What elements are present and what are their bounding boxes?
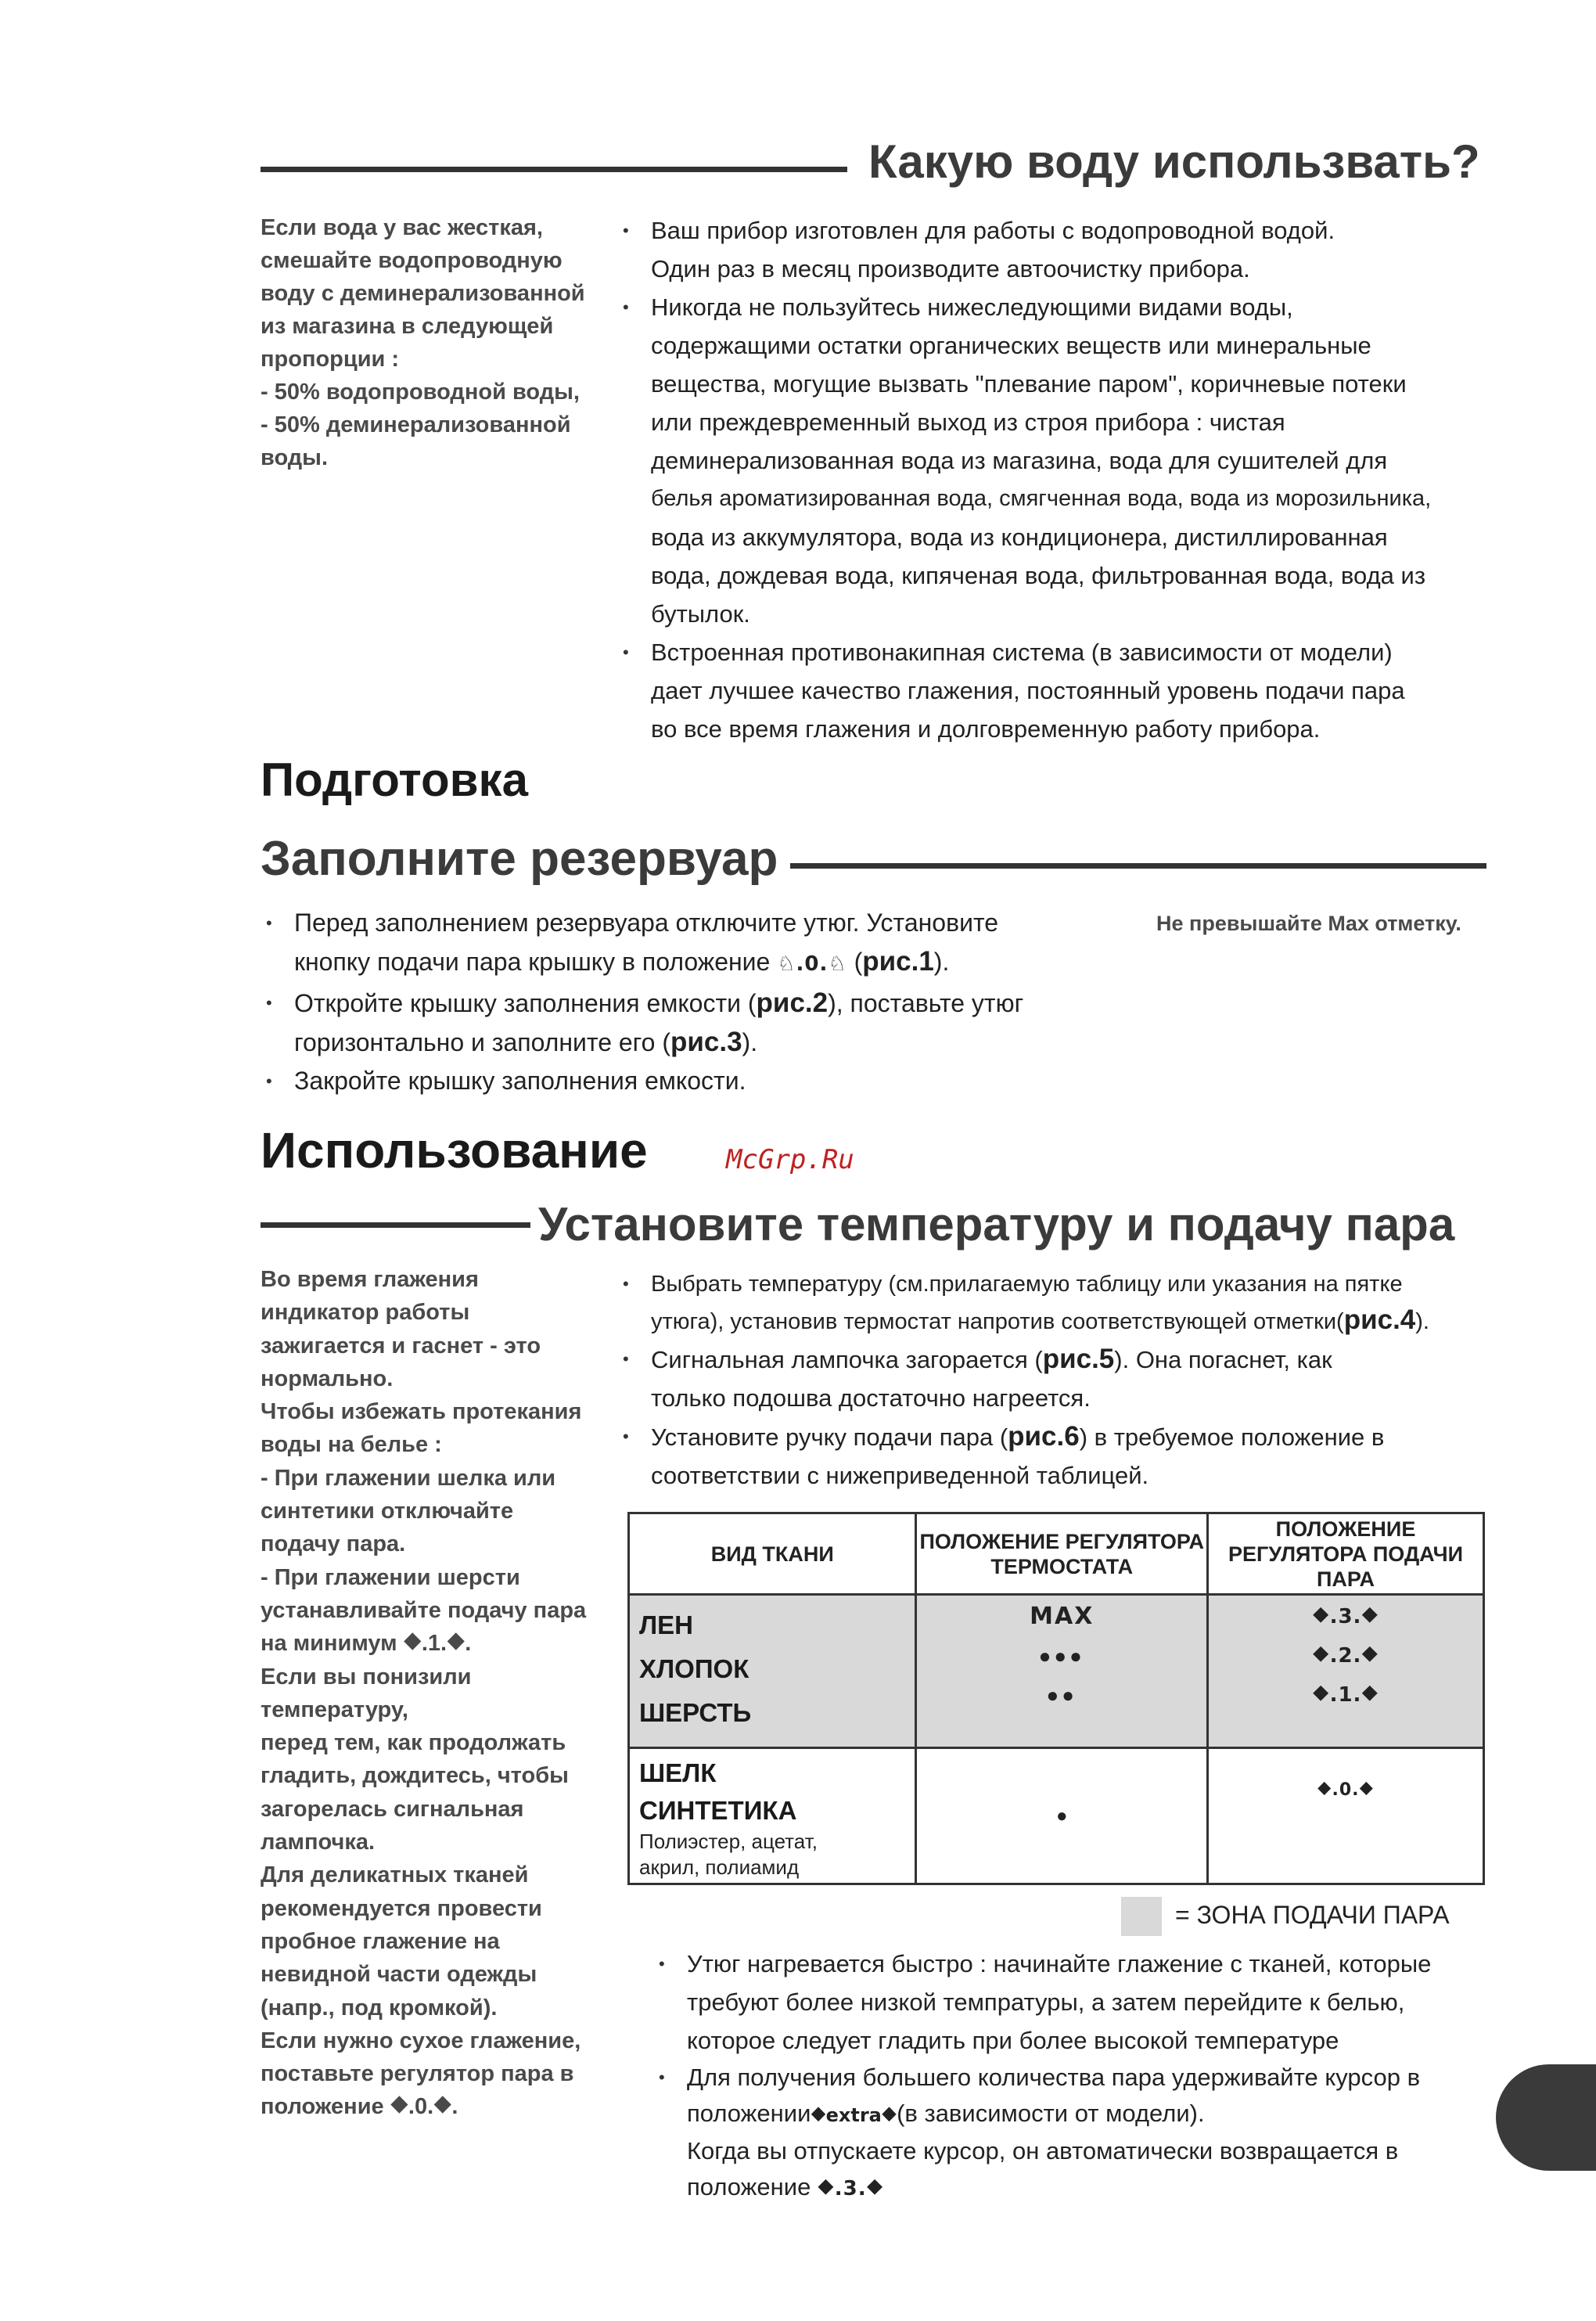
line: только подошва достаточно нагреется. xyxy=(651,1384,1091,1412)
line: • Перед заполнением резервуара отключите утюг. Установите xyxy=(294,909,999,937)
list-item xyxy=(659,1945,1504,2060)
note-line: Если вы понизили температуру, xyxy=(261,1664,472,1722)
note-line: устанавливайте подачу пара xyxy=(261,1597,587,1623)
list-item xyxy=(623,211,1499,288)
steam-setting: ⯁.3.⯁ xyxy=(1312,1605,1379,1628)
line: • Выбрать температуру (см.прилагаемую таблицу или указания на пятке xyxy=(651,1272,1403,1297)
figure-ref: рис.2 xyxy=(756,988,829,1018)
figure-ref: рис.3 xyxy=(670,1027,742,1057)
text: ), поставьте утюг xyxy=(828,989,1024,1017)
table-cell xyxy=(1208,1595,1484,1748)
note-line: (напр., под кромкой). xyxy=(261,1995,498,2021)
table-header xyxy=(916,1513,1208,1595)
watermark: McGrp.Ru xyxy=(726,1144,854,1175)
text: положение xyxy=(687,2173,811,2200)
line xyxy=(651,1417,1499,1456)
text: утюга), установив термостат напротив соответствующей отметки xyxy=(651,1309,1337,1334)
section-title-fill: Заполните резервуар xyxy=(261,832,778,886)
line: содержащими остатки органических веществ или минеральные xyxy=(651,332,1371,359)
list-item xyxy=(623,288,1499,633)
note-line: рекомендуется провести xyxy=(261,1895,542,1921)
list-item xyxy=(623,1417,1499,1495)
header-label: ПОЛОЖЕНИЕ РЕГУЛЯТОРА ПОДАЧИ ПАРА xyxy=(1228,1517,1464,1591)
thermostat-setting: ● xyxy=(1055,1805,1068,1826)
list-item xyxy=(623,633,1499,748)
table-cell xyxy=(629,1595,916,1748)
line xyxy=(294,1023,1142,1062)
note-line: загорелась сигнальная xyxy=(261,1796,524,1822)
table-cell xyxy=(1208,1748,1484,1884)
line: • Закройте крышку заполнения емкости. xyxy=(294,1067,746,1095)
steam-setting: ⯁.0.⯁ xyxy=(1317,1780,1375,1800)
line: • Встроенная противонакипная система (в зависимости от модели) xyxy=(651,639,1393,666)
figure-ref: рис.6 xyxy=(1008,1421,1080,1452)
thermostat-setting: ●● xyxy=(1046,1683,1077,1707)
line: бутылок. xyxy=(651,600,750,628)
fabric-name: ХЛОПОК xyxy=(639,1654,749,1683)
note-line: - 50% водопроводной воды, xyxy=(261,380,580,405)
section-title-temp: Установите температуру и подачу пара xyxy=(538,1198,1455,1250)
note-line: Если вода у вас жесткая, xyxy=(261,215,543,240)
line xyxy=(687,2169,1504,2207)
line: или преждевременный выход из строя прибора : чистая xyxy=(651,408,1285,436)
note-line: подачу пара. xyxy=(261,1531,406,1557)
bottom-bullets xyxy=(659,1945,1504,2207)
steam-zone-swatch xyxy=(1121,1897,1162,1936)
note-line: воды. xyxy=(261,445,329,470)
list-item xyxy=(659,2060,1504,2207)
note-line: пробное глажение на xyxy=(261,1928,500,1954)
note-line: Чтобы избежать протекания xyxy=(261,1399,582,1425)
note-line: лампочка. xyxy=(261,1830,376,1855)
title-rule-water xyxy=(261,167,847,172)
line xyxy=(651,1302,1499,1340)
list-item xyxy=(623,1266,1499,1340)
table-row xyxy=(629,1748,1484,1884)
list-item xyxy=(623,1340,1499,1417)
text: Откройте крышку заполнения емкости ( xyxy=(294,989,757,1017)
line: деминерализованная вода из магазина, вода для сушителей для xyxy=(651,447,1388,474)
line: • Ваш прибор изготовлен для работы с водопроводной водой. xyxy=(651,217,1335,244)
line: вещества, могущие вызвать "плевание паром", коричневые потеки xyxy=(651,370,1407,398)
text: горизонтально и заполните его ( xyxy=(294,1028,670,1056)
line: • Никогда не пользуйтесь нижеследующими видами воды, xyxy=(651,293,1293,321)
line: дает лучшее качество глажения, постоянный уровень подачи пара xyxy=(651,677,1405,704)
page-edge-tab xyxy=(1496,2064,1596,2171)
text: кнопку подачи пара крышку в положение xyxy=(294,948,771,976)
fabric-subtypes: Полиэстер, ацетат, xyxy=(639,1830,818,1853)
fill-side-note: Не превышайте Max отметку. xyxy=(1156,912,1461,935)
table-header xyxy=(629,1513,916,1595)
use-side-note xyxy=(261,1263,605,2124)
section-title-water: Какую воду использвать? xyxy=(868,135,1480,188)
line xyxy=(294,942,1142,984)
table-header xyxy=(1208,1513,1484,1595)
fabric-name: ЛЕН xyxy=(639,1610,693,1639)
note-line: - При глажении шерсти xyxy=(261,1564,520,1590)
list-item xyxy=(266,1062,1142,1100)
note-line: Если нужно сухое глажение, xyxy=(261,2028,581,2053)
section-heading-use: Использование xyxy=(261,1122,648,1178)
table-cell xyxy=(629,1748,916,1884)
note-line: Во время глажения xyxy=(261,1267,479,1292)
note-line: из магазина в следующей xyxy=(261,314,554,339)
list-item xyxy=(266,984,1142,1062)
line: • Для получения большего количества пара удерживайте курсор в xyxy=(687,2064,1421,2091)
text: Сигнальная лампочка загорается ( xyxy=(651,1346,1043,1373)
table-cell xyxy=(916,1748,1208,1884)
fill-bullets xyxy=(266,904,1142,1100)
text: ) в требуемое положение в xyxy=(1079,1423,1385,1451)
note-line: невидной части одежды xyxy=(261,1962,537,1988)
steam-extra-icon: ⯁extra⯁ xyxy=(811,2104,897,2126)
water-side-note xyxy=(261,211,605,474)
note-line: зажигается и гаснет - это xyxy=(261,1333,541,1358)
text: ). xyxy=(742,1028,758,1056)
table-cell xyxy=(916,1595,1208,1748)
line: соответствии с нижеприведенной таблицей. xyxy=(651,1462,1149,1489)
note-line: пропорции : xyxy=(261,347,400,372)
thermostat-setting: MAX xyxy=(1030,1603,1095,1630)
figure-ref: рис.5 xyxy=(1042,1344,1115,1374)
note-line: - При глажении шелка или xyxy=(261,1465,556,1491)
title-rule-temp xyxy=(261,1222,530,1228)
text: ). xyxy=(933,948,950,976)
note-line: синтетики отключайте xyxy=(261,1499,514,1524)
header-label: ВИД ТКАНИ xyxy=(710,1542,834,1566)
line xyxy=(651,1340,1499,1379)
note-line: Для деликатных тканей xyxy=(261,1862,529,1888)
note-line: - 50% деминерализованной xyxy=(261,412,571,437)
note-line: смешайте водопроводную xyxy=(261,248,563,273)
figure-ref: рис.1 xyxy=(862,946,934,977)
note-line: нормально. xyxy=(261,1366,394,1391)
fabric-name: ШЕЛК xyxy=(639,1758,717,1787)
text: Установите ручку подачи пара ( xyxy=(651,1423,1008,1451)
title-rule-fill xyxy=(790,863,1486,869)
note-line: перед тем, как продолжать xyxy=(261,1730,566,1756)
line: • Утюг нагревается быстро : начинайте глажение с тканей, которые xyxy=(687,1950,1432,1977)
fabric-subtypes: акрил, полиамид xyxy=(639,1855,800,1879)
text: ( xyxy=(1336,1309,1344,1334)
text: ). xyxy=(1415,1309,1429,1334)
line xyxy=(687,2096,1504,2133)
text: ). Она погаснет, как xyxy=(1114,1346,1332,1373)
text: положении xyxy=(687,2100,811,2127)
thermostat-setting: ●●● xyxy=(1038,1644,1085,1668)
note-line: на минимум ⯁.1.⯁. xyxy=(261,1631,472,1657)
water-bullets xyxy=(623,211,1499,748)
note-line: воду с деминерализованной xyxy=(261,281,585,306)
steam-setting-icon: ⯁.3.⯁ xyxy=(817,2177,884,2200)
note-line: поставьте регулятор пара в xyxy=(261,2061,574,2087)
line: Когда вы отпускаете курсор, он автоматически возвращается в xyxy=(687,2137,1399,2164)
line: требуют более низкой темпратуры, а затем перейдите к белью, xyxy=(687,1988,1405,2016)
fabric-name: СИНТЕТИКА xyxy=(639,1796,797,1825)
fabric-table xyxy=(627,1512,1485,1885)
line: во все время глажения и долговременную работу прибора. xyxy=(651,715,1321,743)
figure-ref: рис.4 xyxy=(1343,1304,1416,1335)
line xyxy=(294,984,1142,1023)
header-label: ПОЛОЖЕНИЕ РЕГУЛЯТОРА ТЕРМОСТАТА xyxy=(919,1529,1204,1578)
steam-setting-icon: ♘.0.♘ xyxy=(777,952,847,976)
steam-zone-legend: = ЗОНА ПОДАЧИ ПАРА xyxy=(1175,1901,1450,1929)
section-heading-prep: Подготовка xyxy=(261,754,528,806)
fabric-name: ШЕРСТЬ xyxy=(639,1698,752,1727)
line: которое следует гладить при более высокой температуре xyxy=(687,2027,1339,2054)
temp-bullets xyxy=(623,1266,1499,1495)
line: белья ароматизированная вода, смягченная вода, вода из морозильника, xyxy=(651,486,1432,511)
note-line: воды на белье : xyxy=(261,1432,442,1458)
list-item xyxy=(266,904,1142,984)
note-line: гладить, дождитесь, чтобы xyxy=(261,1763,569,1789)
table-row xyxy=(629,1595,1484,1748)
text: ( xyxy=(854,948,863,976)
text: (в зависимости от модели). xyxy=(897,2100,1205,2127)
steam-setting: ⯁.2.⯁ xyxy=(1312,1644,1379,1668)
line: вода из аккумулятора, вода из кондиционера, дистиллированная xyxy=(651,524,1388,551)
note-line: положение ⯁.0.⯁. xyxy=(261,2094,458,2120)
line: Один раз в месяц производите автоочистку прибора. xyxy=(651,255,1250,282)
line: вода, дождевая вода, кипяченая вода, фильтрованная вода, вода из xyxy=(651,562,1426,589)
steam-setting: ⯁.1.⯁ xyxy=(1312,1683,1379,1707)
note-line: индикатор работы xyxy=(261,1300,470,1326)
